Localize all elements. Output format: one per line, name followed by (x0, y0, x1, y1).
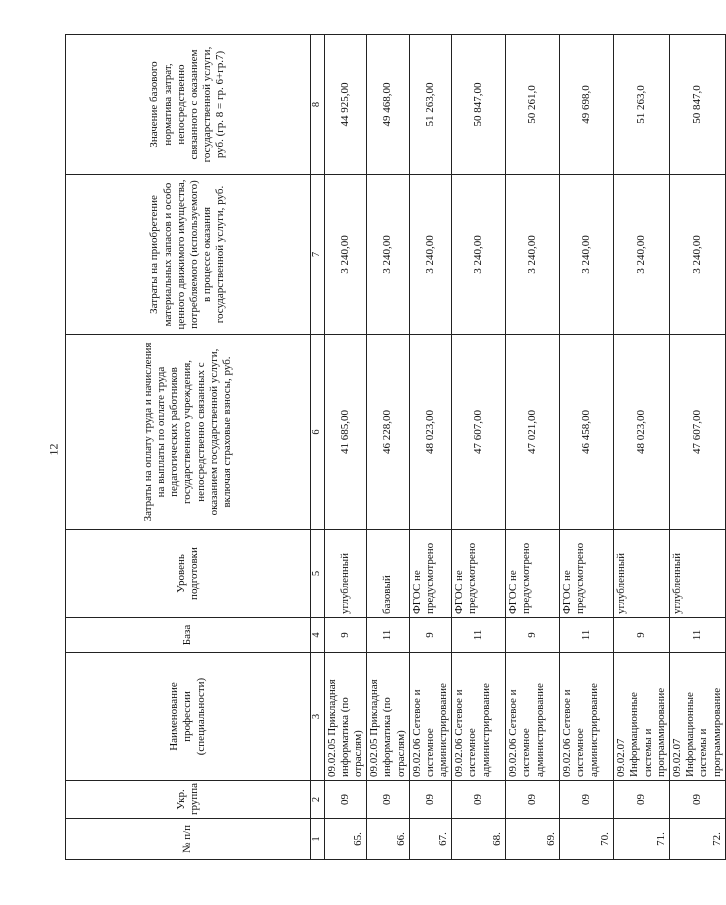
level-cell: ФГОС не предусмотрено (560, 530, 614, 618)
header-row (66, 35, 311, 860)
row-number: 71. (614, 819, 670, 860)
col-header-group: Укр. группа (66, 781, 311, 819)
base-cell: 9 (324, 618, 367, 653)
table-row (560, 35, 614, 860)
table-row (670, 35, 726, 860)
labor-costs-cell: 47 607,00 (670, 335, 726, 530)
col-header-material-costs: Затраты на приобретение материальных запасов и особо ценного движимого имущества, потребляемого (используемого) в процессе оказания государственной услуги, руб. (66, 175, 311, 335)
material-costs-cell: 3 240,00 (614, 175, 670, 335)
profession-cell: 09.02.07 Информационные системы и программирование (614, 653, 670, 781)
profession-cell: 09.02.06 Сетевое и системное администрирование (452, 653, 506, 781)
profession-cell: 09.02.06 Сетевое и системное администрирование (506, 653, 560, 781)
base-cell: 9 (409, 618, 452, 653)
labor-costs-cell: 47 607,00 (452, 335, 506, 530)
base-cell: 9 (614, 618, 670, 653)
col-number: 3 (311, 653, 325, 781)
row-number: 69. (506, 819, 560, 860)
group-cell: 09 (324, 781, 367, 819)
profession-cell: 09.02.05 Прикладная информатика (по отраслям) (367, 653, 410, 781)
table-row (367, 35, 410, 860)
profession-cell: 09.02.07 Информационные системы и программирование (670, 653, 726, 781)
profession-cell: 09.02.05 Прикладная информатика (по отраслям) (324, 653, 367, 781)
row-number: 67. (409, 819, 452, 860)
base-standard-cell: 51 263,0 (614, 35, 670, 175)
level-cell: ФГОС не предусмотрено (452, 530, 506, 618)
level-cell: углубленный (614, 530, 670, 618)
page-number: 12 (46, 443, 61, 456)
profession-cell: 09.02.06 Сетевое и системное администрирование (409, 653, 452, 781)
group-cell: 09 (452, 781, 506, 819)
table-row (409, 35, 452, 860)
base-standard-cell: 51 263,00 (409, 35, 452, 175)
col-header-profession: Наименование профессии (специальности) (66, 653, 311, 781)
col-header-base-standard: Значение базового норматива затрат, непосредственно связанного с оказанием государственной услуги, руб. (гр. 8 = гр. 6+гр.7) (66, 35, 311, 175)
material-costs-cell: 3 240,00 (506, 175, 560, 335)
col-header-num: № п/п (66, 819, 311, 860)
rotated-table-area (65, 35, 723, 860)
level-cell: углубленный (670, 530, 726, 618)
material-costs-cell: 3 240,00 (670, 175, 726, 335)
row-number: 70. (560, 819, 614, 860)
material-costs-cell: 3 240,00 (409, 175, 452, 335)
row-number: 66. (367, 819, 410, 860)
material-costs-cell: 3 240,00 (452, 175, 506, 335)
base-cell: 11 (670, 618, 726, 653)
group-cell: 09 (614, 781, 670, 819)
col-header-base: База (66, 618, 311, 653)
group-cell: 09 (560, 781, 614, 819)
group-cell: 09 (670, 781, 726, 819)
col-number: 7 (311, 175, 325, 335)
level-cell: ФГОС не предусмотрено (409, 530, 452, 618)
base-cell: 11 (560, 618, 614, 653)
col-number: 8 (311, 35, 325, 175)
level-cell: базовый (367, 530, 410, 618)
col-number: 5 (311, 530, 325, 618)
col-number: 6 (311, 335, 325, 530)
row-number: 72. (670, 819, 726, 860)
labor-costs-cell: 48 023,00 (409, 335, 452, 530)
table-row (506, 35, 560, 860)
labor-costs-cell: 41 685,00 (324, 335, 367, 530)
base-standard-cell: 44 925,00 (324, 35, 367, 175)
table-row (452, 35, 506, 860)
level-cell: углубленный (324, 530, 367, 618)
table-row (614, 35, 670, 860)
labor-costs-cell: 48 023,00 (614, 335, 670, 530)
labor-costs-cell: 46 458,00 (560, 335, 614, 530)
row-number: 65. (324, 819, 367, 860)
base-standard-cell: 49 698,0 (560, 35, 614, 175)
material-costs-cell: 3 240,00 (367, 175, 410, 335)
group-cell: 09 (409, 781, 452, 819)
row-number: 68. (452, 819, 506, 860)
group-cell: 09 (506, 781, 560, 819)
base-standard-cell: 49 468,00 (367, 35, 410, 175)
group-cell: 09 (367, 781, 410, 819)
labor-costs-cell: 46 228,00 (367, 335, 410, 530)
base-standard-cell: 50 847,00 (452, 35, 506, 175)
col-number: 4 (311, 618, 325, 653)
base-cell: 9 (506, 618, 560, 653)
col-header-labor-costs: Затраты на оплату труда и начисления на выплаты по оплате труда педагогических работников государственного учреждения, непосредственно связанных с оказанием государственной услуги, включая страховые взносы, руб. (66, 335, 311, 530)
rotated-table-frame (65, 35, 723, 860)
level-cell: ФГОС не предусмотрено (506, 530, 560, 618)
base-cell: 11 (367, 618, 410, 653)
base-cell: 11 (452, 618, 506, 653)
col-number: 1 (311, 819, 325, 860)
base-standard-cell: 50 847,0 (670, 35, 726, 175)
cost-standards-table (65, 34, 726, 860)
col-number: 2 (311, 781, 325, 819)
base-standard-cell: 50 261,0 (506, 35, 560, 175)
column-number-row (311, 35, 325, 860)
material-costs-cell: 3 240,00 (324, 175, 367, 335)
profession-cell: 09.02.06 Сетевое и системное администрирование (560, 653, 614, 781)
col-header-level: Уровень подготовки (66, 530, 311, 618)
table-row (324, 35, 367, 860)
material-costs-cell: 3 240,00 (560, 175, 614, 335)
labor-costs-cell: 47 021,00 (506, 335, 560, 530)
